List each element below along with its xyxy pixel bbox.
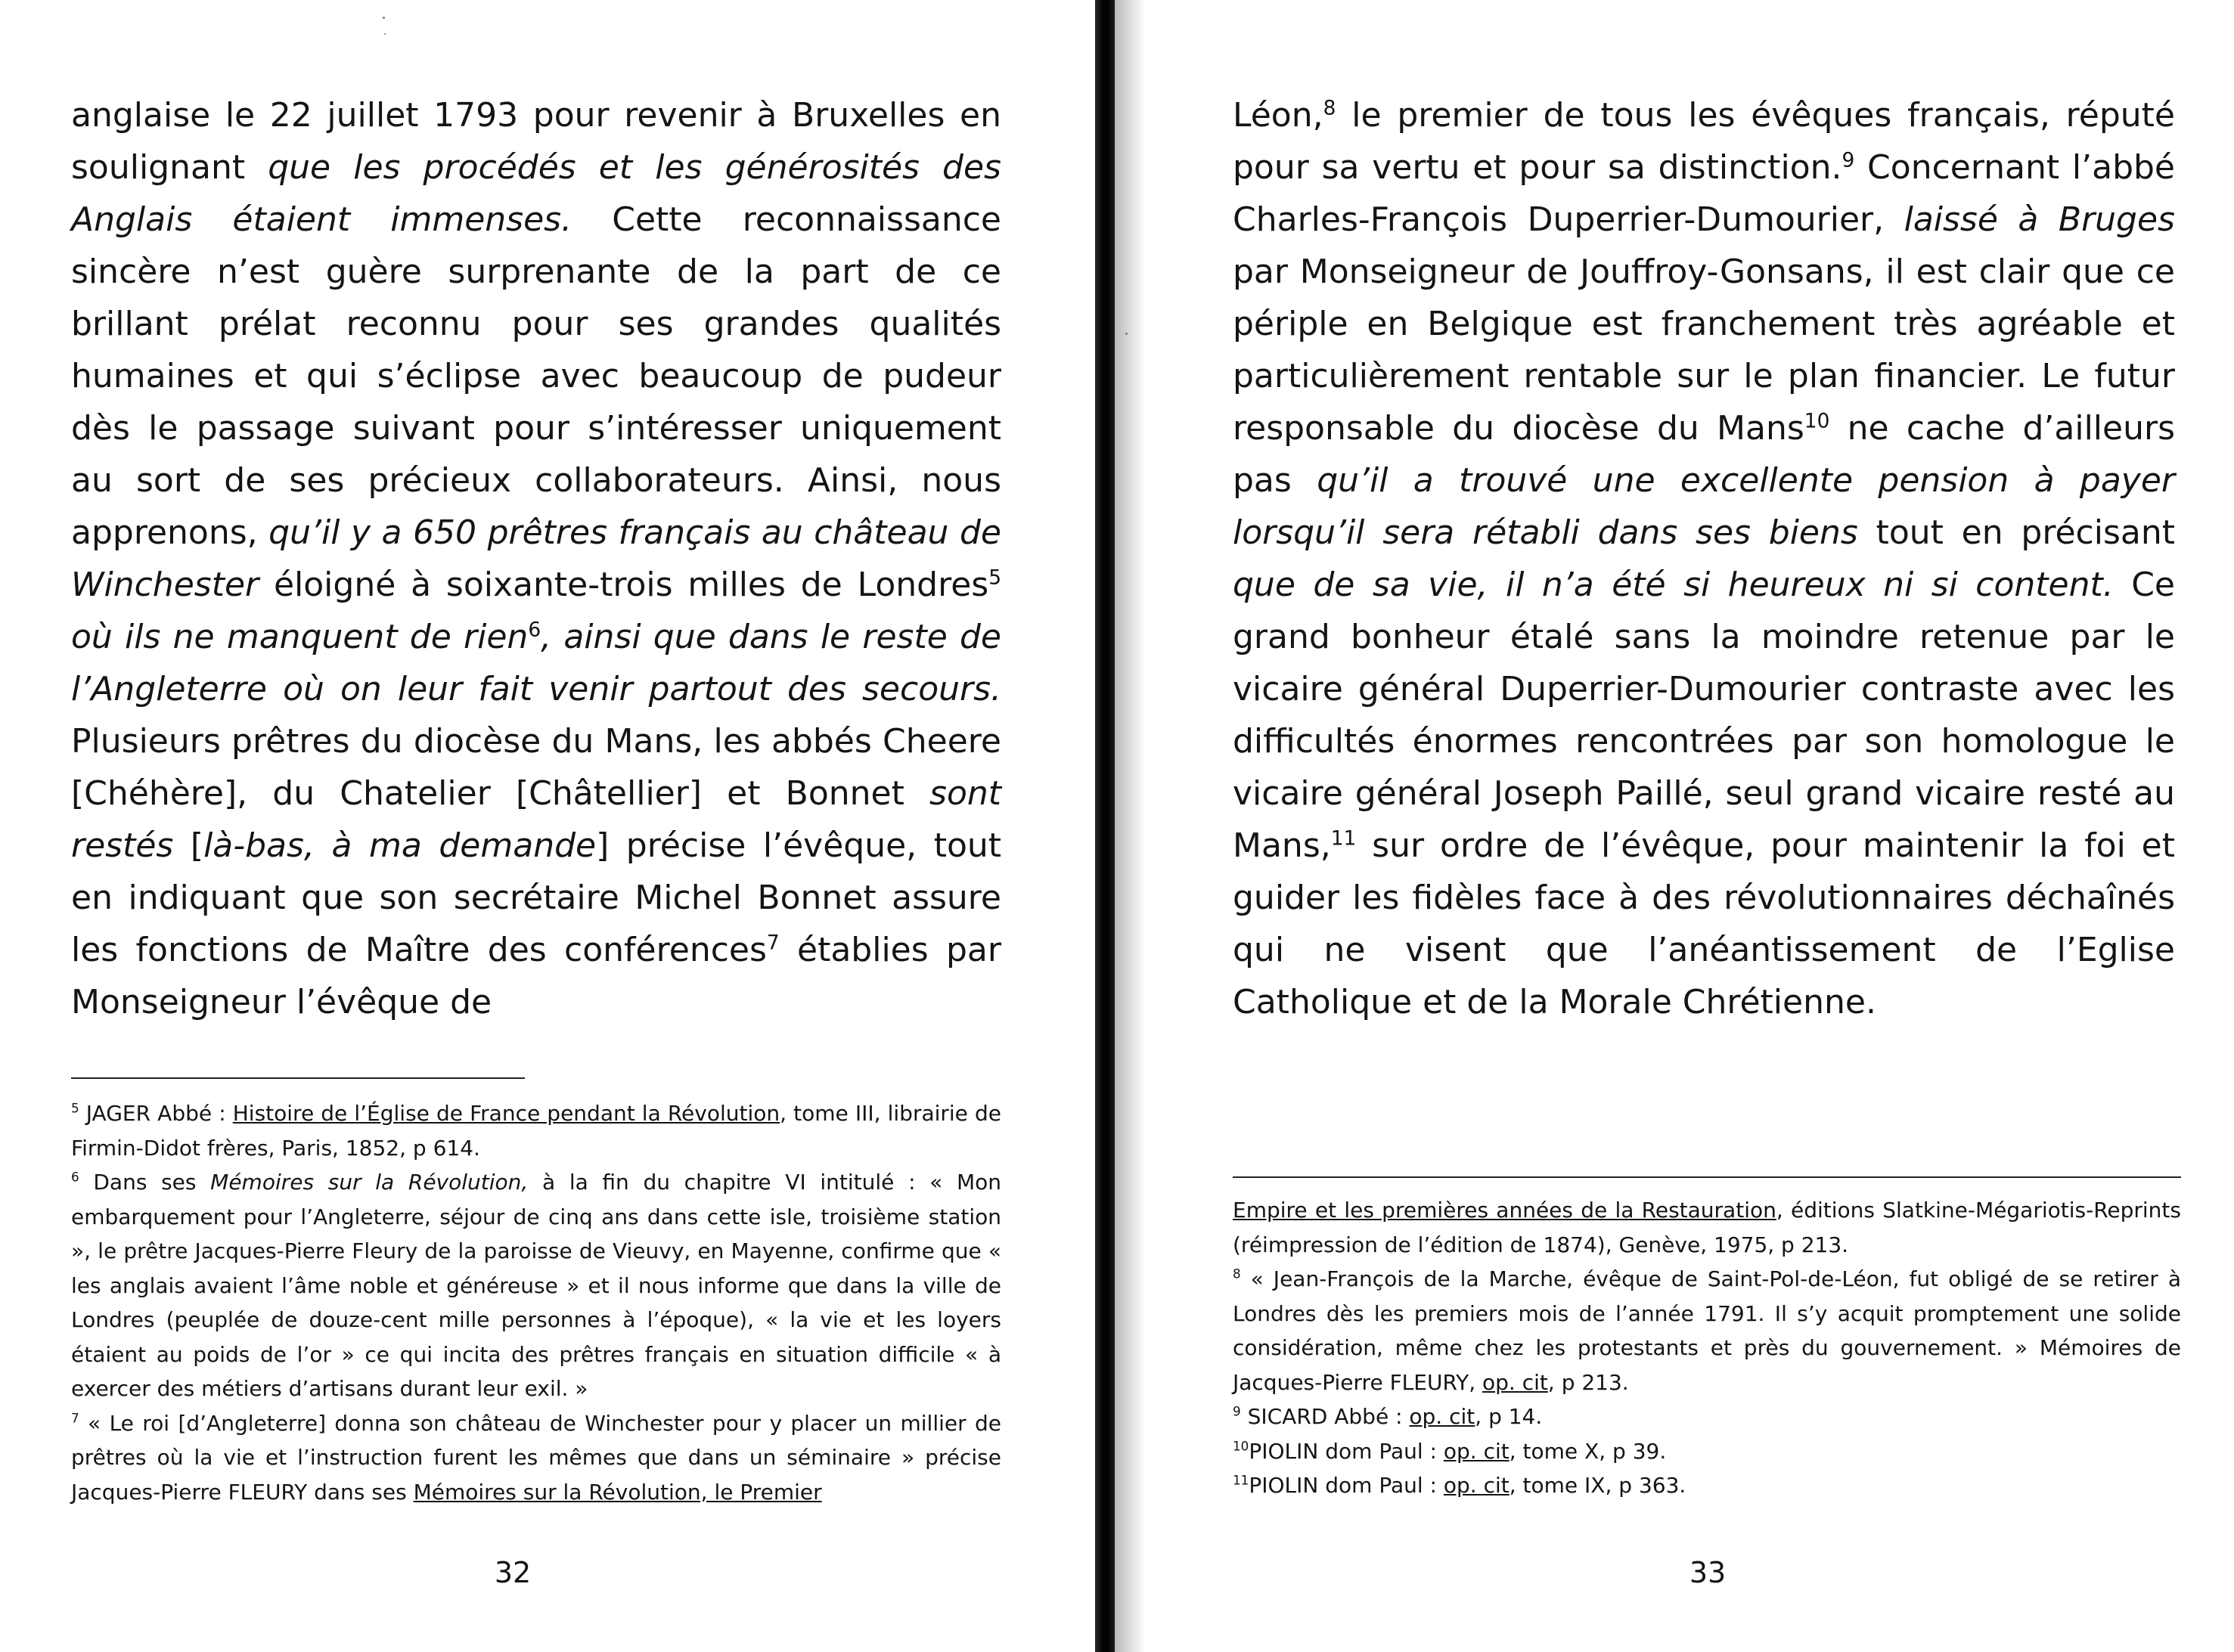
quote-span: où ils ne manquent de rien <box>71 618 529 656</box>
footnote-ref-11[interactable]: 11 <box>1330 826 1357 851</box>
body-span: Concernant l’abbé Charles-François Duperrier-Dumourier, <box>1233 148 2175 239</box>
left-body-text <box>71 89 1001 1028</box>
footnote-mark: 11 <box>1233 1472 1249 1488</box>
body-span: le premier de tous les évêques français, réputé pour sa vertu et pour sa distinction. <box>1233 96 2175 187</box>
right-body-text <box>1233 89 2175 1028</box>
footnote-8 <box>1233 1262 2181 1399</box>
right-page <box>1119 0 2234 1652</box>
footnote-text: SICARD Abbé : <box>1240 1404 1410 1429</box>
footnote-ref-7[interactable]: 7 <box>766 931 780 955</box>
footnote-text: , tome III, librairie de Firmin-Didot frères, Paris, 1852, p 614. <box>71 1101 1002 1161</box>
body-span: Cette reconnaissance sincère n’est guère surprenante de la part de ce brillant prélat reconnu pour ses grandes qualités humaines et qui s’éclipse avec beaucoup de pudeur dès le passage suivant pour s’intéresser uniquement au sort de ses précieux collaborateurs. Ainsi, nous apprenons, <box>71 200 1001 552</box>
footnote-text: JAGER Abbé : <box>79 1101 233 1126</box>
book-title: Mémoires sur la Révolution, <box>210 1170 529 1195</box>
body-span: établies par Monseigneur l’évêque de <box>71 931 1001 1021</box>
body-span: par Monseigneur de Jouffroy-Gonsans, il est clair que ce périple en Belgique est franchement très agréable et particulièrement rentable sur le plan financier. Le futur responsable du diocèse du Mans <box>1233 253 2175 448</box>
body-span: Ce grand bonheur étalé sans la moindre retenue par le vicaire général Duperrier-Dumourier contraste avec les difficultés énormes rencontrées par son homologue le vicaire général Joseph Paillé, seul grand vicaire resté au Mans, <box>1233 566 2175 865</box>
body-span: éloigné à soixante-trois milles de Londres <box>259 566 989 604</box>
body-span: Plusieurs prêtres du diocèse du Mans, les abbés Cheere [Chéhère], du Chatelier [Châtellier] et Bonnet <box>71 722 1001 813</box>
citation-ref: op. cit <box>1443 1438 1510 1464</box>
footnote-10 <box>1233 1434 2181 1469</box>
body-span: sur ordre de l’évêque, pour maintenir la foi et guider les fidèles face à des révolutionnaires déchaînés qui ne visent que l’anéantissement de l’Eglise Catholique et de la Morale Chrétienne. <box>1233 826 2175 1021</box>
quote-span: qu’il a trouvé une excellente pension à payer lorsqu’il sera rétabli dans ses biens <box>1233 461 2176 552</box>
citation-ref: op. cit <box>1443 1473 1510 1498</box>
quote-span: sont restés <box>71 774 1001 865</box>
quote-span: laissé à Bruges <box>1904 200 2175 239</box>
binding-gutter <box>1095 0 1115 1652</box>
footnote-ref-5[interactable]: 5 <box>988 566 1001 590</box>
footnote-mark: 7 <box>71 1410 79 1426</box>
footnote-text: PIOLIN dom Paul : <box>1249 1473 1444 1498</box>
footnote-7 <box>71 1406 1001 1510</box>
right-footnotes <box>1233 1193 2181 1503</box>
quote-span: qu’il y a 650 prêtres français au château de Winchester <box>71 513 1001 604</box>
citation-ref: op. cit <box>1482 1369 1548 1395</box>
footnote-text: , tome X, p 39. <box>1509 1438 1667 1464</box>
book-title: Histoire de l’Église de France pendant la Révolution <box>232 1101 780 1126</box>
footnote-mark: 5 <box>71 1100 79 1116</box>
body-span: [ <box>173 826 204 865</box>
page-number: 32 <box>494 1556 532 1589</box>
left-footnotes <box>71 1096 1001 1509</box>
footnote-9 <box>1233 1399 2181 1434</box>
footnote-mark: 6 <box>71 1169 79 1185</box>
footnote-text: , éditions Slatkine-Mégariotis-Reprints (réimpression de l’édition de 1874), Genève, 1975, p 213. <box>1233 1198 2181 1257</box>
footnote-ref-8[interactable]: 8 <box>1323 96 1336 120</box>
footnote-text: , p 213. <box>1547 1369 1629 1395</box>
body-span: anglaise le 22 juillet 1793 pour revenir à Bruxelles en soulignant <box>71 96 1001 187</box>
page-number: 33 <box>1689 1556 1727 1589</box>
footnote-text: à la fin du chapitre VI intitulé : « Mon embarquement pour l’Angleterre, séjour de cinq ans dans cette isle, troisième station », le prêtre Jacques-Pierre Fleury de la paroisse de Vieuvy, en Mayenne, confirme que « les anglais avaient l’âme noble et généreuse » et il nous informe que dans la ville de Londres (peuplée de douze-cent mille personnes à l’époque), « la vie et les loyers étaient au poids de l’or » ce qui incita des prêtres français en situation difficile « à exercer des métiers d’artisans durant leur exil. » <box>71 1170 1002 1401</box>
footnote-text: , tome IX, p 363. <box>1509 1473 1686 1498</box>
book-title: Empire et les premières années de la Restauration <box>1233 1198 1776 1223</box>
body-span: ne cache d’ailleurs pas <box>1233 409 2175 500</box>
footnote-5 <box>71 1096 1001 1165</box>
footnote-6 <box>71 1165 1001 1406</box>
quote-span: que les procédés et les générosités des Anglais étaient immenses. <box>71 148 1001 239</box>
footnote-mark: 8 <box>1233 1266 1241 1282</box>
footnote-text: Dans ses <box>79 1170 211 1195</box>
left-page <box>0 0 1089 1652</box>
footnote-separator <box>71 1077 525 1079</box>
footnote-ref-6[interactable]: 6 <box>528 618 541 642</box>
footnote-ref-10[interactable]: 10 <box>1804 409 1830 433</box>
scan-speck <box>383 17 385 19</box>
quote-span: que de sa vie, il n’a été si heureux ni si content. <box>1233 566 2114 604</box>
quote-span: , ainsi que dans le reste de l’Angleterre où on leur fait venir partout des secours. <box>71 618 1002 708</box>
footnote-text: , p 14. <box>1475 1404 1543 1429</box>
body-span: tout en précisant <box>1857 513 2175 552</box>
footnote-mark: 10 <box>1233 1438 1249 1454</box>
citation-ref: op. cit <box>1409 1404 1475 1429</box>
footnote-ref-9[interactable]: 9 <box>1841 148 1855 172</box>
body-span: ] précise l’évêque, tout en indiquant que son secrétaire Michel Bonnet assure les fonctions de Maître des conférences <box>71 826 1001 969</box>
footnote-text: PIOLIN dom Paul : <box>1249 1438 1444 1464</box>
footnote-7-continued <box>1233 1193 2181 1262</box>
book-title: Mémoires sur la Révolution, le Premier <box>413 1479 822 1505</box>
footnote-11 <box>1233 1468 2181 1503</box>
footnote-mark: 9 <box>1233 1403 1241 1419</box>
footnote-separator <box>1233 1176 2181 1178</box>
footnote-text: « Le roi [d’Angleterre] donna son château de Winchester pour y placer un millier de prêtres où la vie et l’instruction furent les mêmes que dans un séminaire » précise Jacques-Pierre FLEURY dans ses <box>71 1410 1001 1505</box>
scan-speck <box>384 33 386 35</box>
body-span: Léon, <box>1233 96 1323 135</box>
quote-span: là-bas, à ma demande <box>203 826 597 865</box>
footnote-text: « Jean-François de la Marche, évêque de Saint-Pol-de-Léon, fut obligé de se retirer à Londres dès les premiers mois de l’année 1791. Il s’y acquit promptement une solide considération, même chez les protestants et près du gouvernement. » Mémoires de Jacques-Pierre FLEURY, <box>1233 1266 2181 1395</box>
